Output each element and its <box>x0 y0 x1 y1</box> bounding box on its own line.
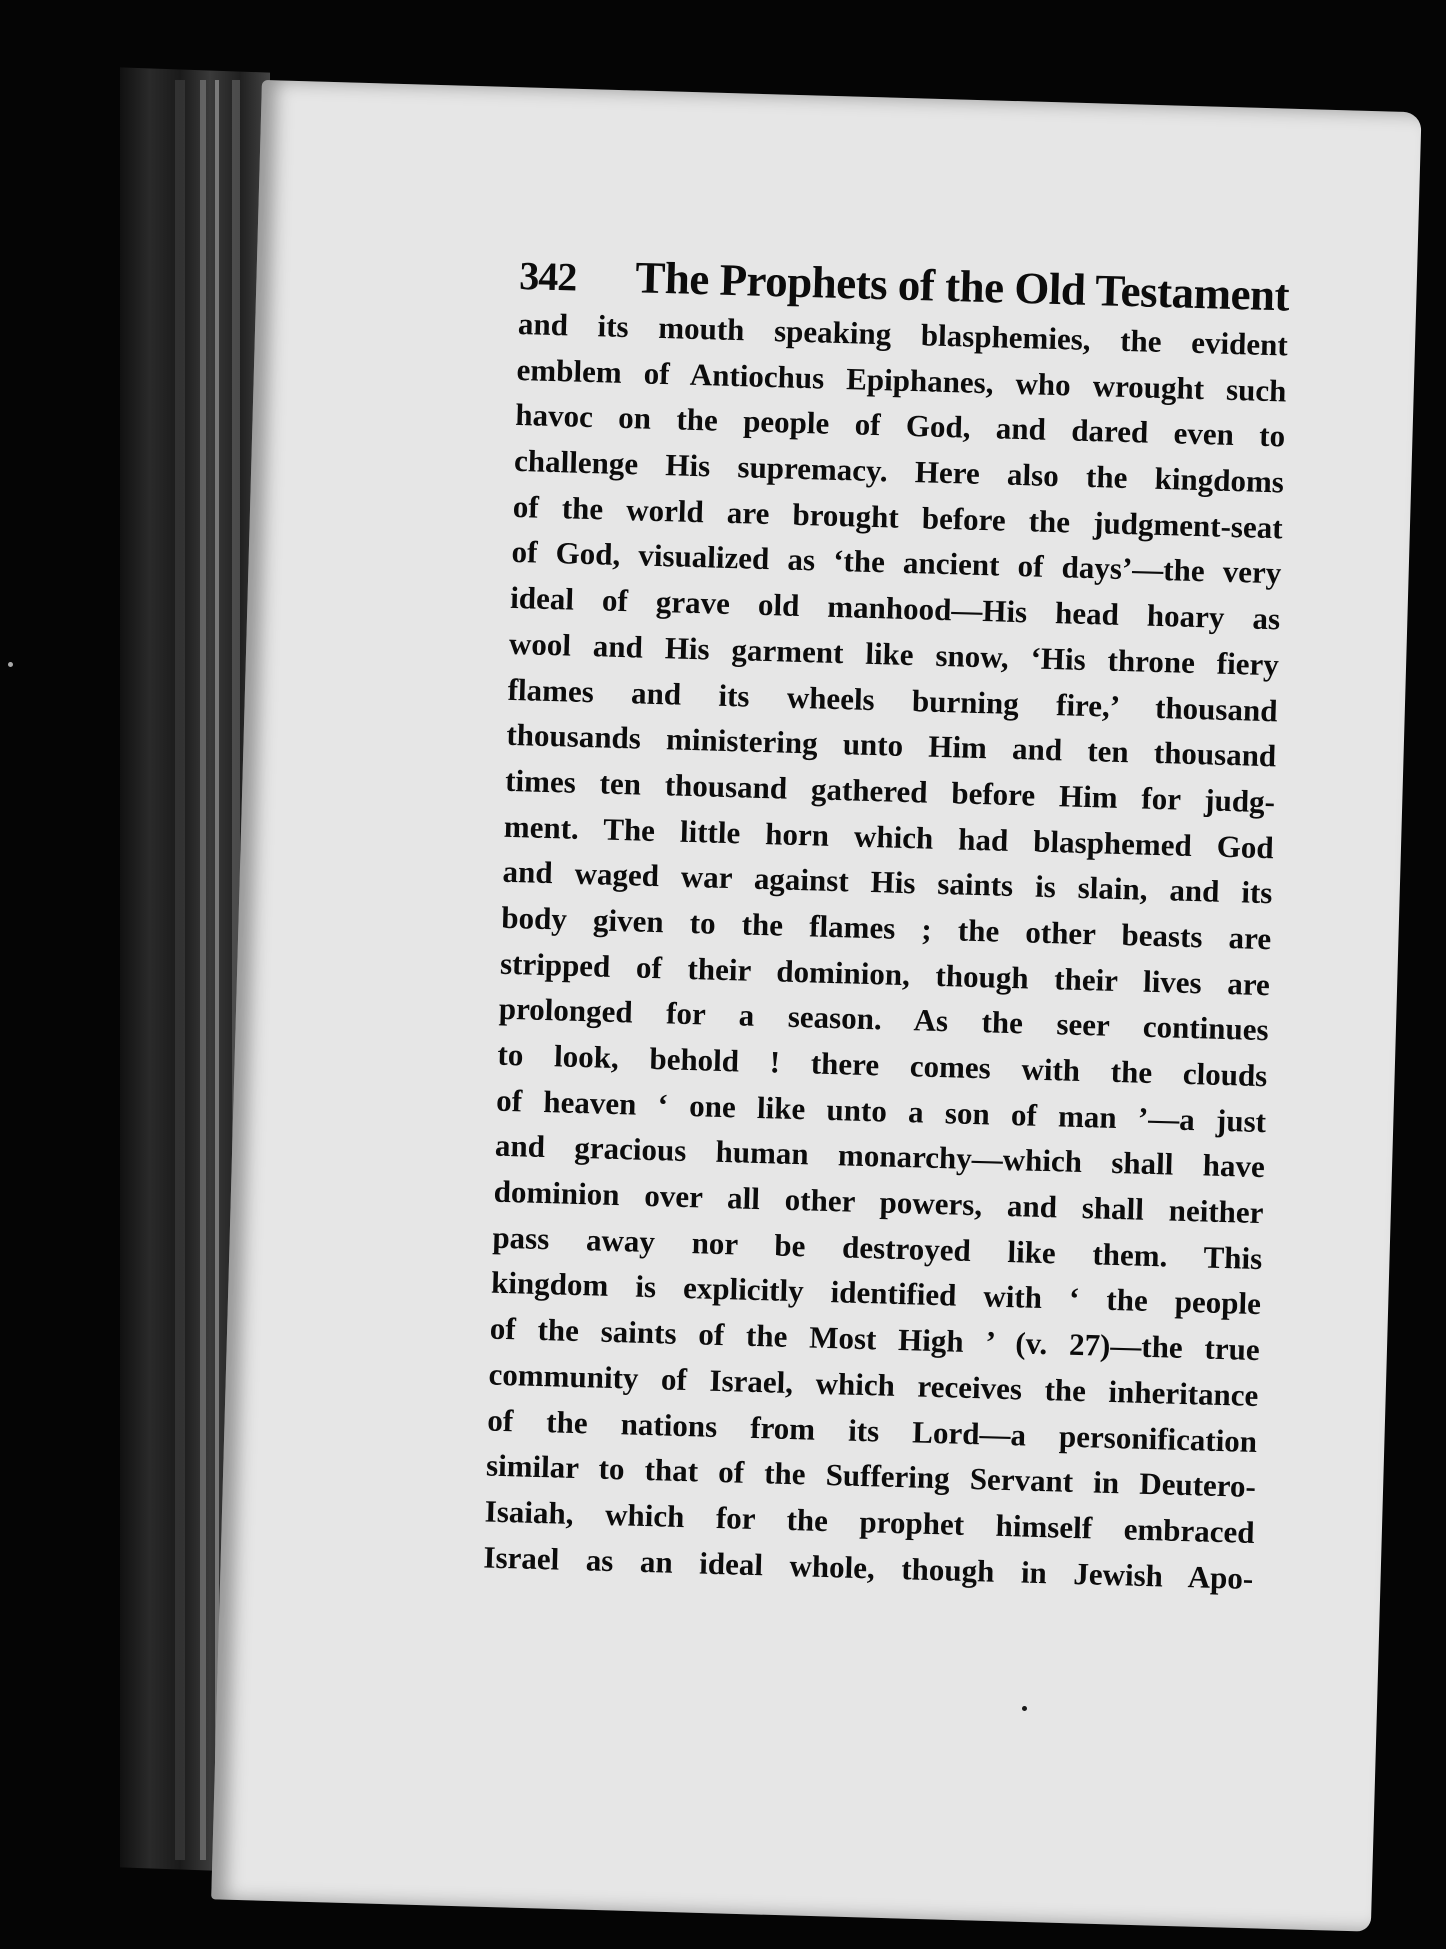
text-line: and gracious human monarchy—which shall have <box>494 1128 1266 1185</box>
dust-speck <box>8 662 13 667</box>
text-line: Isaiah, which for the prophet himself embraced <box>484 1493 1256 1550</box>
text-line: ideal of grave old manhood—His head hoary as <box>509 579 1281 637</box>
page-edge-line <box>215 80 219 1860</box>
text-line: and waged war against His saints is slain, and its <box>502 854 1273 911</box>
text-line: of God, visualized as ‘the ancient of days’—the very <box>511 534 1282 591</box>
text-line: times ten thousand gathered before Him for judg- <box>504 762 1276 820</box>
running-title: The Prophets of the Old Testament <box>634 252 1290 321</box>
text-line: similar to that of the Suffering Servant in Deutero- <box>485 1447 1257 1505</box>
text-line: thousands ministering unto Him and ten thousand <box>506 717 1277 774</box>
text-line: challenge His supremacy. Here also the kingdoms <box>513 442 1285 500</box>
text-line: pass away nor be destroyed like them. This <box>492 1219 1263 1276</box>
text-line: stripped of their dominion, though their lives are <box>499 945 1271 1002</box>
dust-speck <box>1022 1706 1027 1711</box>
text-line: flames and its wheels burning fire,’ thousand <box>507 671 1278 728</box>
page-number: 342 <box>518 252 577 300</box>
text-line: havoc on the people of God, and dared even to <box>514 397 1286 454</box>
text-line: kingdom is explicitly identified with ‘ the people <box>490 1265 1262 1322</box>
text-line: and its mouth speaking blasphemies, the evident <box>517 305 1289 363</box>
text-line: Israel as an ideal whole, though in Jewish Apo- <box>483 1539 1254 1596</box>
text-line: dominion over all other powers, and shall neither <box>493 1173 1264 1231</box>
page-edge-line <box>175 80 185 1860</box>
page-content <box>483 252 1290 1601</box>
text-line: community of Israel, which receives the inheritance <box>488 1356 1259 1413</box>
text-line: of the saints of the Most High ’ (v. 27)—the true <box>489 1310 1261 1368</box>
text-line: of the world are brought before the judgment-seat <box>512 488 1284 546</box>
text-line: of the nations from its Lord—a personification <box>486 1402 1258 1459</box>
text-line: emblem of Antiochus Epiphanes, who wrought such <box>516 351 1287 409</box>
text-line: prolonged for a season. As the seer continues <box>498 991 1270 1048</box>
text-line: wool and His garment like snow, ‘His throne fiery <box>508 625 1280 683</box>
page-edge-line <box>200 80 206 1860</box>
text-line: ment. The little horn which had blasphemed God <box>503 808 1275 865</box>
text-line: body given to the flames ; the other beasts are <box>500 899 1272 957</box>
text-line: of heaven ‘ one like unto a son of man ’—a just <box>495 1082 1267 1139</box>
body-text <box>483 301 1288 1601</box>
text-line: to look, behold ! there comes with the clouds <box>497 1036 1268 1094</box>
